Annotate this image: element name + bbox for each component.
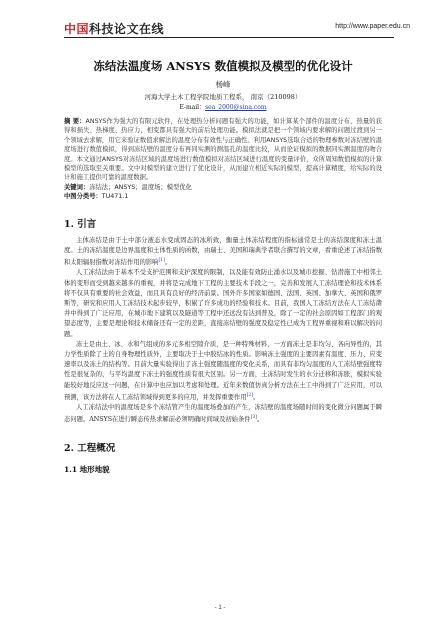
section-1-body [64, 236, 382, 426]
paper-email [64, 102, 382, 111]
header-rule [64, 37, 394, 38]
paper-title: 冻结法温度场 ANSYS 数值模拟及模型的优化设计 [93, 59, 353, 73]
classification-label: 中图分类号： [64, 193, 102, 201]
email-link[interactable]: sea_2000@sina.com [205, 104, 267, 111]
citation-link[interactable]: [1] [158, 258, 165, 264]
abstract-label: 摘 要： [64, 118, 86, 125]
paragraph: 人工冻结法由于基本不受支护范围和支护深度的限制，以及能有效防止涌水以及城市挖掘、钻潜施工中相邻土体的变形而受到越来越多的重视，并将是完成地下工程的主要技术手段之一，完善和发展人工冻结理论和技术体系将不仅具有重要的社会效益，而且具有良好的经济前景。国外许多国家如德国、法国、英国、加拿大、英国和俄罗斯等，研究和应用人工冻结技术起步较早，积累了许多成功的经验和技术。目前，我国人工冻结方法在人工冻结凿井中得到了广泛应用，在城市地下建筑以及隧道等工程中还远没有达到普及，除了一定的社会原因如工程部门的观望态度等，主要是理论和技术储备还有一定的差距，直接冻结壁的强度及稳定性已成为工程界重视和难以解决的问题。 [64, 269, 382, 338]
subsection-heading: 1.1 地形地貌 [64, 464, 110, 474]
citation-link[interactable]: [2] [246, 392, 253, 398]
site-url[interactable]: http://www.paper.edu.cn [335, 23, 410, 30]
classification [64, 192, 382, 201]
classification-text: TU471.1 [101, 193, 129, 201]
page-number: - 1 - [214, 605, 226, 611]
email-label: E-mail： [179, 104, 206, 111]
page-header [0, 0, 440, 40]
paragraph: 冻土是由土、冰、水和气组成的多元多相空隙介质，是一种特殊材料，一方面冻土是非均匀、各向异性的，其力学性质除了土的自身物理性质外，主要取决于土中胶结冰的性质。影响冻土强度的主要因素有温度、压力、应变速率以及冻土的结构等。目前大量实验得出了冻土强度随温度的变化关系，而具有非均匀温度的人工冻结壁强度特性是很复杂的，与平均温度下冻土的强度性质有很大区别。另一方面，土冻结时发生的水分迁移和冻胀，模拟实验能较好地反应这一问题，在计算中也应加以考虑和处理。近年来数值仿真分析方法在土工中得到了广泛应用，可以预测，该方法将在人工冻结领域得到更多的应用，并发挥重要作用[2]。 [64, 340, 382, 401]
citation-link[interactable]: [3] [250, 415, 257, 421]
keywords [64, 183, 382, 192]
abstract [64, 117, 382, 183]
section-1-heading: 1. 引言 [64, 218, 97, 230]
logo-cn-text: 中国 [64, 22, 90, 36]
paper-author: 杨峰 [215, 80, 231, 89]
paper-affiliation: 河海大学土木工程学院地质工程系， 南京（210098） [144, 93, 302, 101]
paragraph: 人工冻结法中的温度场是多个冻结管产生的温度场叠加的产生，冻结壁的温度场随时间的变化微分问题属于瞬态问题。ANSYS在进行瞬态传热求解前必须明确时间域及初始条件[3]。 [64, 404, 382, 424]
abstract-text: ANSYS作为强大的有限元软件，在处理热分析问题有强大的功能，如计算某个部件的温度分布，热量的获得和损失、热梯度、热应力，相变都具有强大的前后处理功能。模拟法就是把一个领域内要求解的问题过渡到另一个领域去求解，用它来验证数值求解法的温度分布有效性与正确性。利用ANSYS选取合适的物理参数对冻结壁的温度场进行数值模拟，得到冻结壁的温度分布再同实测的测温孔的温度比较，从而论证模拟的数据同实测温度的吻合度。本文通过ANSYS对冻结区域的温度场进行数值模拟对冻结区域进行温度的变量评价，众所周知数值模拟的计算模型的选取至关重要。文中对模型的建立进行了优化设计，从而建立相近实际的模型，提高计算精度，给实际的设计和施工提供可靠的温度数据。 [64, 118, 383, 182]
paragraph: 主体冻结是由于土中部分液态水变成固态的冰所致，衡量土体冻结程度的指标通常是土的冻结深度和冻土温度。土的冻结温度是边界温度和土体性质的函数，由瑞士、美国和瑞典学者联合撰写的文章，看重论述了冻结指数和太阳辐射指数对冻结作用的影响[1]。 [64, 236, 382, 267]
site-logo[interactable] [64, 20, 164, 37]
section-2-heading: 2. 工程概况 [64, 442, 116, 454]
keywords-text: 冻结法；ANSYS；温度场；模型优化 [89, 183, 192, 191]
logo-text: 科技论文在线 [89, 22, 165, 36]
keywords-label: 关键词： [64, 183, 90, 191]
paper-content [64, 48, 382, 475]
